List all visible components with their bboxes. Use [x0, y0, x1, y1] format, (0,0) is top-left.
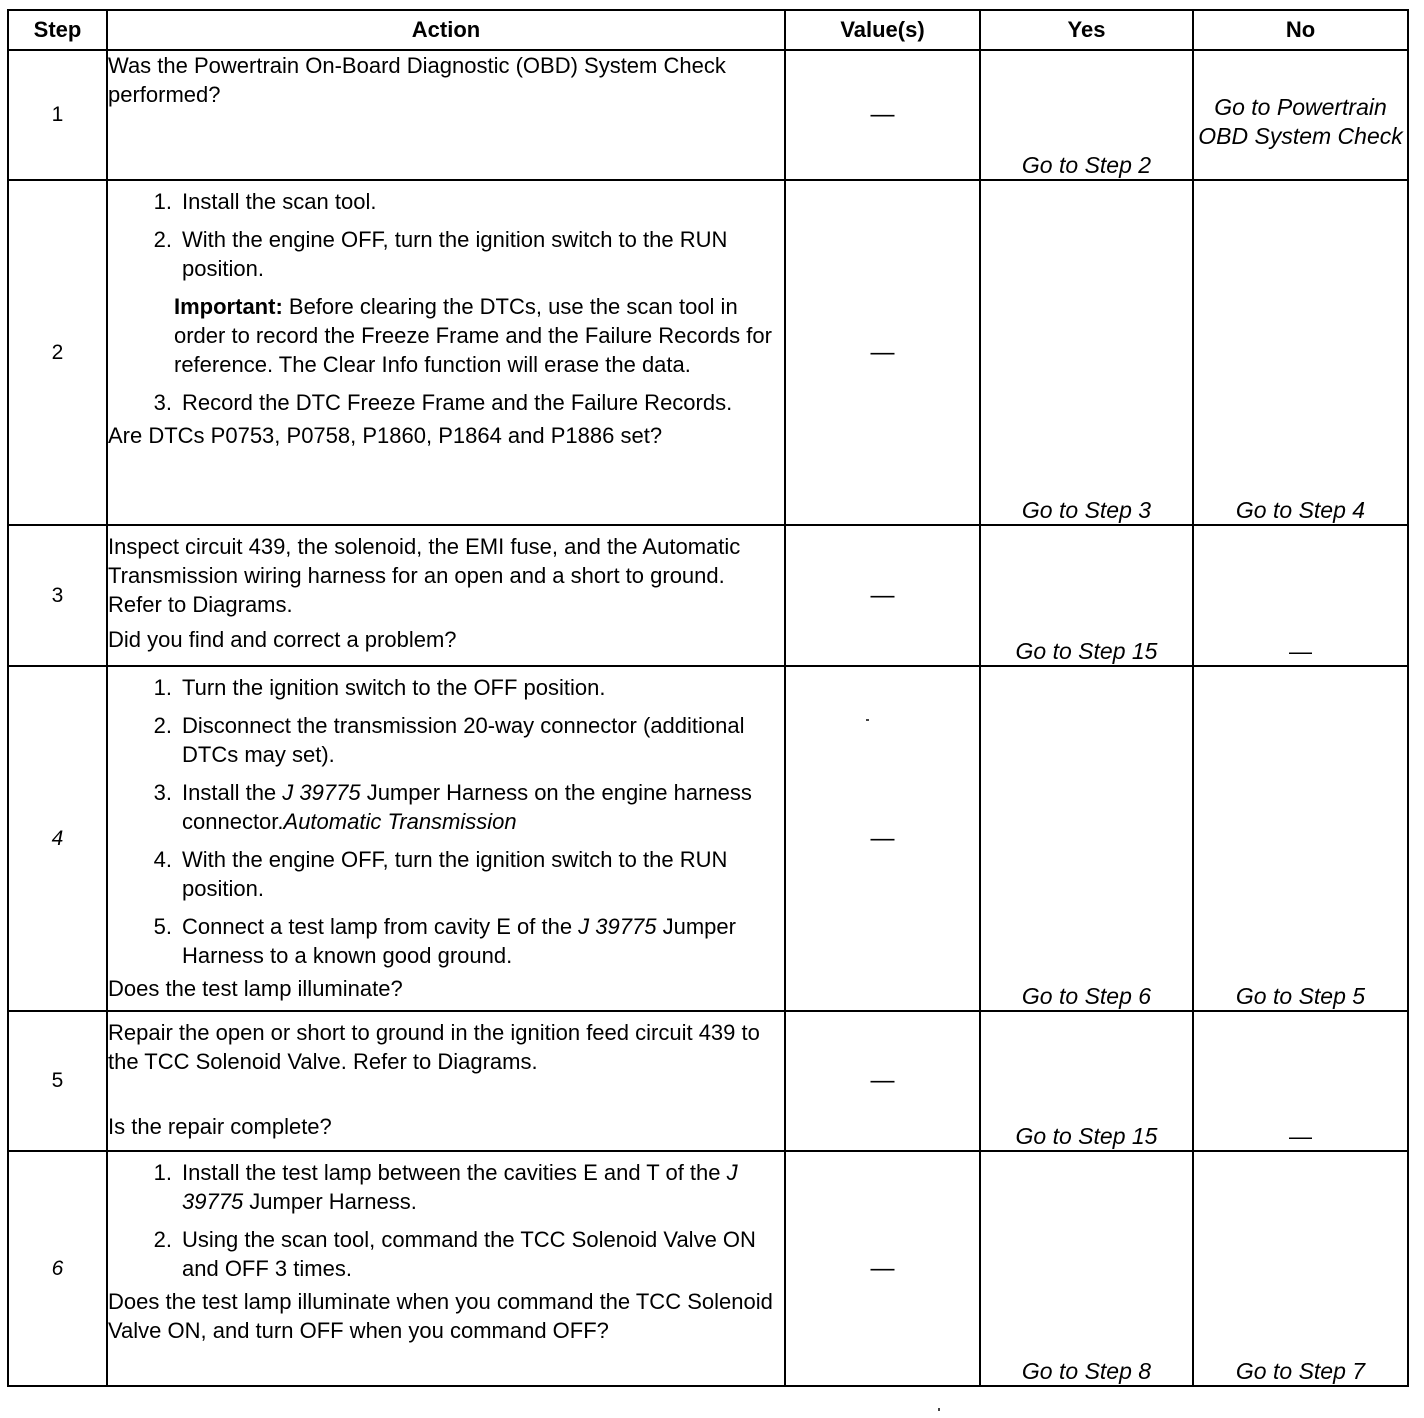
- action-step-text: With the engine OFF, turn the ignition switch to the RUN position.: [182, 227, 728, 281]
- action-text-part: Connect a test lamp from cavity E of the: [182, 914, 579, 939]
- action-step: [108, 673, 784, 702]
- header-values: Value(s): [785, 10, 980, 50]
- action-text-part: Jumper Harness to a known good ground.: [182, 914, 736, 968]
- step-number: 3: [8, 525, 107, 666]
- action-step: [108, 225, 784, 283]
- action-step-text: Install the scan tool.: [182, 189, 377, 214]
- value-cell: —: [785, 180, 980, 525]
- action-text-part: Jumper Harness on the engine harness connector.: [182, 780, 752, 834]
- table-row: [8, 1011, 1408, 1151]
- value-cell: —: [785, 666, 980, 1011]
- scan-artifact: [866, 719, 869, 721]
- header-action: Action: [107, 10, 785, 50]
- action-cell: [107, 1011, 785, 1151]
- action-question: Is the repair complete?: [108, 1114, 332, 1139]
- action-step: [108, 187, 784, 216]
- value-cell: —: [785, 1011, 980, 1151]
- no-cell: Go to Step 4: [1193, 180, 1408, 525]
- action-step-number: 4.: [153, 847, 172, 872]
- step-number: 1: [8, 50, 107, 180]
- header-row: [8, 10, 1408, 50]
- action-cell: [107, 525, 785, 666]
- action-step: [108, 711, 784, 769]
- yes-cell: Go to Step 3: [980, 180, 1193, 525]
- action-step-number: 3.: [153, 780, 172, 805]
- action-step-number: 1.: [153, 1160, 172, 1185]
- action-step: [108, 778, 784, 836]
- table-row: [8, 50, 1408, 180]
- action-text: Inspect circuit 439, the solenoid, the EMI fuse, and the Automatic Transmission wiring harness for an open and a short to ground. Refer to Diagrams.: [108, 534, 741, 617]
- action-steps: [108, 187, 784, 283]
- action-question: Did you find and correct a problem?: [108, 627, 457, 652]
- action-step-text: [182, 1158, 784, 1216]
- action-step-text: [182, 778, 784, 836]
- step-number: 5: [8, 1011, 107, 1151]
- important-note: [174, 292, 784, 379]
- action-step: [108, 1225, 784, 1283]
- value-cell: —: [785, 50, 980, 180]
- table-row: [8, 666, 1408, 1011]
- action-step-text: With the engine OFF, turn the ignition switch to the RUN position.: [182, 847, 728, 901]
- action-steps: [108, 388, 784, 417]
- action-step-number: 5.: [153, 914, 172, 939]
- header-step: Step: [8, 10, 107, 50]
- action-step: [108, 388, 784, 417]
- action-cell: [107, 1151, 785, 1386]
- action-question: Was the Powertrain On-Board Diagnostic (OBD) System Check performed?: [108, 53, 726, 107]
- header-no: No: [1193, 10, 1408, 50]
- action-text-part: Jumper Harness.: [243, 1189, 417, 1214]
- step-number: 6: [8, 1151, 107, 1386]
- action-step-text: Turn the ignition switch to the OFF position.: [182, 675, 606, 700]
- action-step-number: 2.: [153, 227, 172, 252]
- action-steps: [108, 1158, 784, 1283]
- action-step-text: Using the scan tool, command the TCC Solenoid Valve ON and OFF 3 times.: [182, 1227, 756, 1281]
- value-cell: —: [785, 525, 980, 666]
- action-step-number: 2.: [153, 713, 172, 738]
- no-cell-text: Go to Powertrain OBD System Check: [1198, 94, 1403, 149]
- no-cell: —: [1193, 525, 1408, 666]
- tool-reference: J 39775: [282, 780, 361, 805]
- action-question: Does the test lamp illuminate when you command the TCC Solenoid Valve ON, and turn OFF when you command OFF?: [108, 1289, 773, 1343]
- table-row: [8, 180, 1408, 525]
- action-step-text: Record the DTC Freeze Frame and the Failure Records.: [182, 390, 733, 415]
- table-row: [8, 525, 1408, 666]
- yes-cell: Go to Step 2: [980, 50, 1193, 180]
- yes-cell: Go to Step 15: [980, 1011, 1193, 1151]
- no-cell: [1193, 50, 1408, 180]
- yes-cell: Go to Step 6: [980, 666, 1193, 1011]
- yes-cell: Go to Step 8: [980, 1151, 1193, 1386]
- table-row: [8, 1151, 1408, 1386]
- action-step-text: [182, 912, 784, 970]
- action-step-number: 1.: [153, 189, 172, 214]
- no-cell: Go to Step 5: [1193, 666, 1408, 1011]
- action-step-number: 2.: [153, 1227, 172, 1252]
- step-number: 4: [8, 666, 107, 1011]
- scan-artifact: [938, 1408, 940, 1411]
- tool-reference: J 39775: [578, 914, 657, 939]
- action-step: [108, 845, 784, 903]
- no-cell: —: [1193, 1011, 1408, 1151]
- action-question: Are DTCs P0753, P0758, P1860, P1864 and P1886 set?: [108, 423, 663, 448]
- value-cell: —: [785, 1151, 980, 1386]
- action-steps: [108, 673, 784, 970]
- italic-reference: Automatic Transmission: [283, 809, 517, 834]
- action-step-text: Disconnect the transmission 20-way connector (additional DTCs may set).: [182, 713, 745, 767]
- yes-cell: Go to Step 15: [980, 525, 1193, 666]
- action-cell: [107, 180, 785, 525]
- important-label: Important:: [174, 294, 283, 319]
- header-yes: Yes: [980, 10, 1193, 50]
- action-text-part: Install the: [182, 780, 283, 805]
- tool-reference: J 39775: [182, 1160, 738, 1214]
- no-cell: Go to Step 7: [1193, 1151, 1408, 1386]
- action-cell: [107, 666, 785, 1011]
- action-question: Does the test lamp illuminate?: [108, 976, 403, 1001]
- action-step: [108, 1158, 784, 1216]
- action-text: Repair the open or short to ground in the ignition feed circuit 439 to the TCC Solenoid Valve. Refer to Diagrams.: [108, 1020, 760, 1074]
- action-cell: [107, 50, 785, 180]
- diagnostic-table: [7, 9, 1409, 1387]
- action-step: [108, 912, 784, 970]
- action-text-part: Install the test lamp between the cavities E and T of the: [182, 1160, 727, 1185]
- action-step-number: 1.: [153, 675, 172, 700]
- action-step-number: 3.: [153, 390, 172, 415]
- step-number: 2: [8, 180, 107, 525]
- important-text: Before clearing the DTCs, use the scan tool in order to record the Freeze Frame and the Failure Records for reference. The Clear Info function will erase the data.: [174, 294, 772, 377]
